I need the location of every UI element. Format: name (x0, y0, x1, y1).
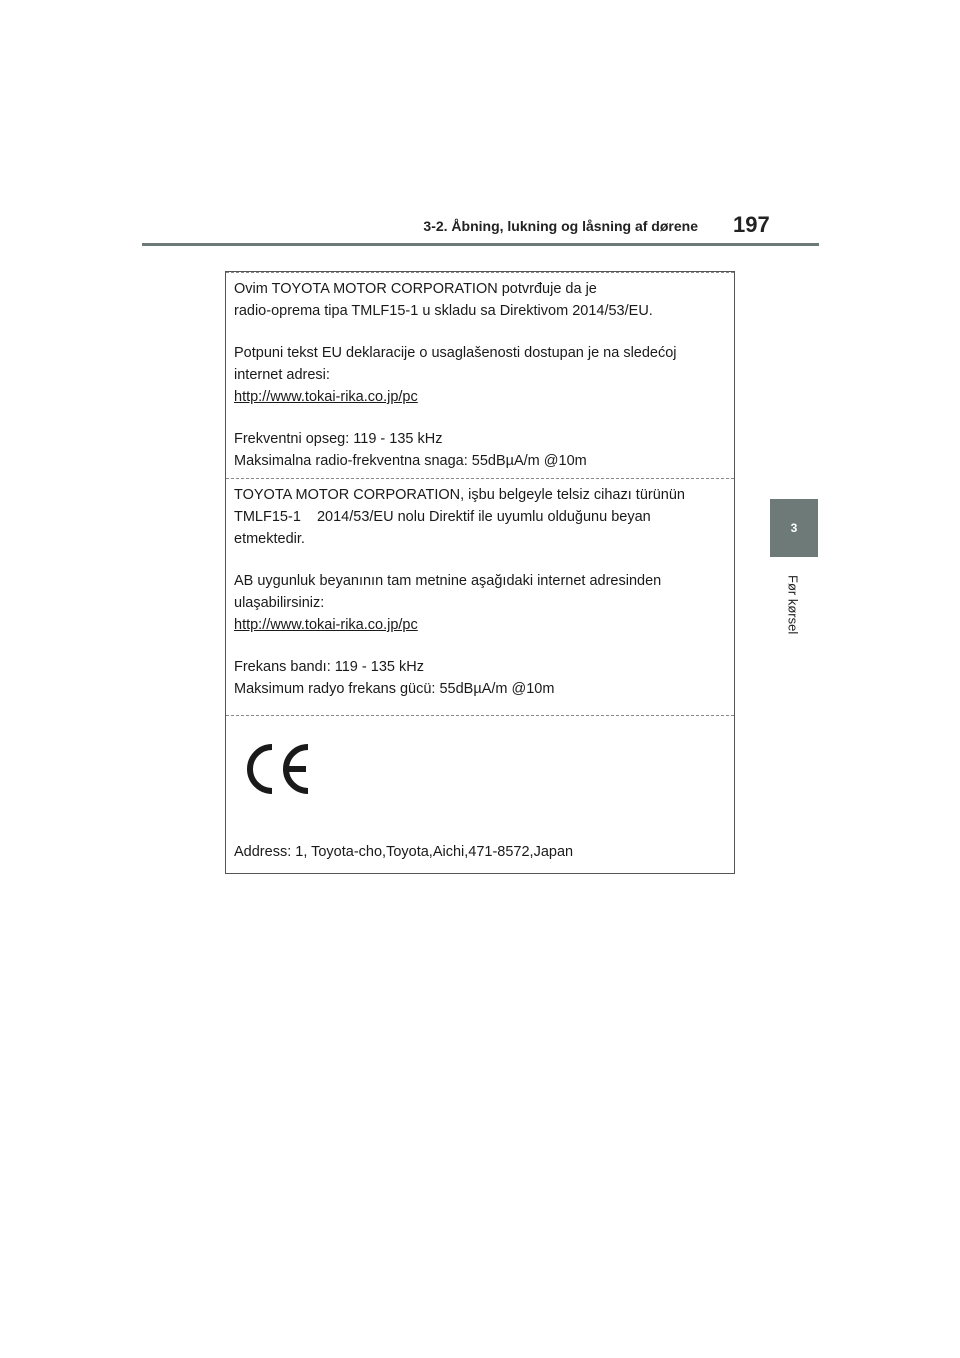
serbian-declaration (226, 272, 734, 478)
chapter-tab (770, 499, 818, 557)
manufacturer-address: Address: 1, Toyota-cho,Toyota,Aichi,471-8572,Japan (234, 844, 574, 860)
text-line: AB uygunluk beyanının tam metnine aşağıdaki internet adresinden (234, 573, 662, 589)
compliance-box (225, 271, 735, 874)
text-line: Frekventni opseg: 119 - 135 kHz (234, 431, 443, 447)
text-line: Maksimalna radio-frekventna snaga: 55dBµA/m @10m (234, 453, 587, 469)
turkish-declaration (226, 478, 734, 715)
text-line: ulaşabilirsiniz: (234, 595, 325, 611)
text-line: etmektedir. (234, 531, 305, 547)
declaration-link[interactable]: http://www.tokai-rika.co.jp/pc (234, 389, 418, 405)
ce-mark-icon (242, 743, 312, 795)
section-header-title: 3-2. Åbning, lukning og låsning af dørene (423, 218, 698, 234)
text-line: Maksimum radyo frekans gücü: 55dBµA/m @10m (234, 681, 555, 697)
text-line: TOYOTA MOTOR CORPORATION, işbu belgeyle telsiz cihazı türünün (234, 487, 685, 503)
header-divider (142, 243, 819, 246)
chapter-number: 3 (790, 521, 798, 535)
text-line: Ovim TOYOTA MOTOR CORPORATION potvrđuje da je (234, 281, 597, 297)
text-line: TMLF15-1 2014/53/EU nolu Direktif ile uyumlu olduğunu beyan (234, 509, 651, 525)
manufacturer-section (226, 715, 734, 875)
text-line: Frekans bandı: 119 - 135 kHz (234, 659, 424, 675)
text-line: internet adresi: (234, 367, 330, 383)
text-line: Potpuni tekst EU deklaracije o usaglašenosti dostupan je na sledećoj (234, 345, 677, 361)
page-number: 197 (733, 212, 770, 237)
text-line: radio-oprema tipa TMLF15-1 u skladu sa Direktivom 2014/53/EU. (234, 303, 653, 319)
declaration-link[interactable]: http://www.tokai-rika.co.jp/pc (234, 617, 418, 633)
chapter-label: Før kørsel (785, 575, 801, 635)
